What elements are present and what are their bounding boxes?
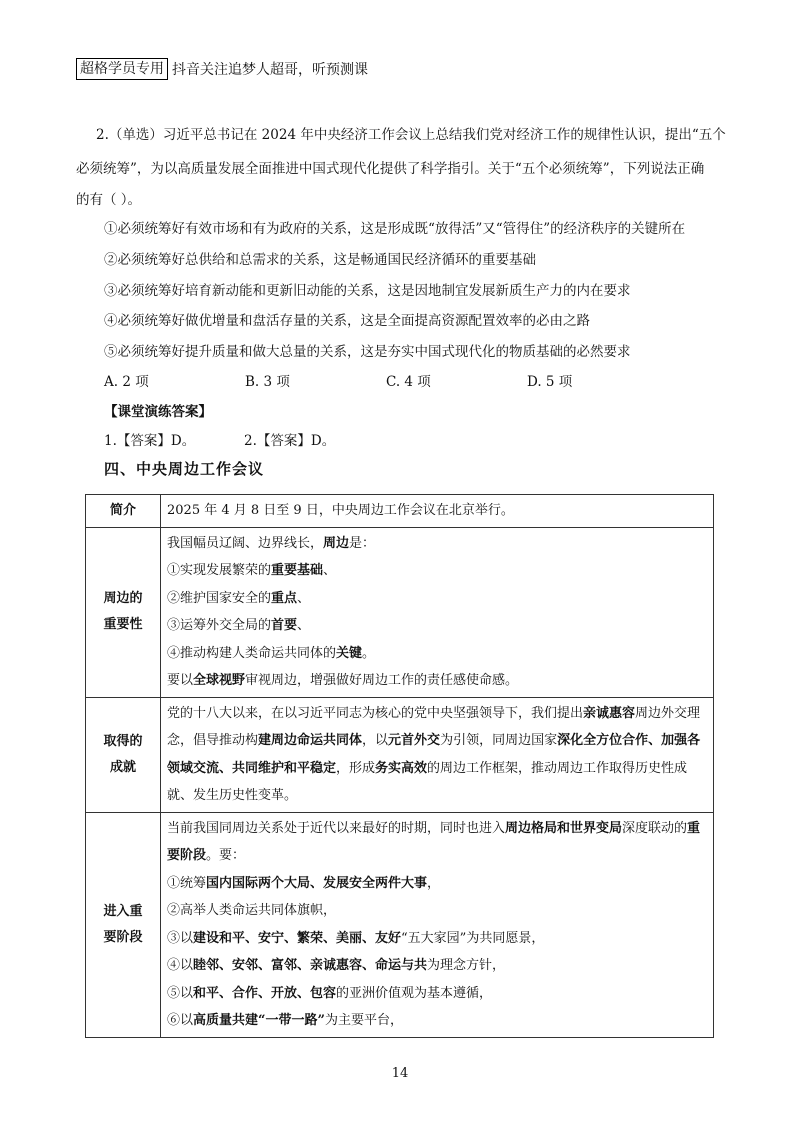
option-d: D. 5 项 (527, 374, 573, 390)
achieve-paragraph: 党的十八大以来，在以习近平同志为核心的党中央坚强领导下，我们提出亲诚惠容周边外交理念，倡导推动构建周边命运共同体，以元首外交为引领，同周边国家深化全方位合作、加强各领域交流、共同维护和平稳定，形成务实高效的周边工作框架，推动周边工作取得历史性成就、发生历史性变革。 (167, 705, 701, 803)
stage-label (86, 812, 161, 1037)
question-line-1: 2.（单选）习近平总书记在 2024 年中央经济工作会议上总结我们党对经济工作的规律性认识，提出“五个 (96, 127, 726, 143)
importance-line-1: 我国幅员辽阔、边界线长，周边是： (167, 535, 376, 551)
importance-label-line-1: 周边的 (103, 591, 143, 606)
achieve-label (86, 697, 161, 812)
statement-1: ①必须统筹好有效市场和有为政府的关系，这是形成既“放得活”又“管得住”的经济秩序的关键所在 (104, 221, 686, 237)
option-c: C. 4 项 (386, 374, 431, 390)
importance-label-line-2: 重要性 (103, 617, 143, 632)
header-badge: 超格学员专用 (76, 58, 168, 80)
answers-title: 【课堂演练答案】 (104, 404, 212, 420)
intro-label: 简介 (86, 495, 161, 528)
table-row (86, 527, 714, 697)
table-row (86, 697, 714, 812)
question-line-2: 必须统筹”，为以高质量发展全面推进中国式现代化提供了科学指引。关于“五个必须统筹”，下列说法正确 (76, 161, 705, 177)
statement-3: ③必须统筹好培育新动能和更新旧动能的关系，这是因地制宜发展新质生产力的内在要求 (104, 283, 631, 299)
header-text: 抖音关注追梦人超哥，听预测课 (172, 62, 368, 78)
table-row (86, 812, 714, 1037)
statement-5: ⑤必须统筹好提升质量和做大总量的关系，这是夯实中国式现代化的物质基础的必然要求 (104, 344, 631, 360)
table-row (86, 495, 714, 528)
stage-line-1: ①统筹国内国际两个大局、发展安全两件大事， (167, 875, 441, 891)
question-line-3: 的有（ ）。 (76, 192, 142, 208)
answer-2: 2.【答案】D。 (244, 433, 336, 449)
importance-label (86, 527, 161, 697)
achieve-content (161, 697, 714, 812)
stage-intro: 当前我国同周边关系处于近代以来最好的时期，同时也进入周边格局和世界变局深度联动的重要阶段。要： (167, 820, 701, 863)
page-number: 14 (391, 1066, 409, 1081)
stage-label-line-2: 要阶段 (103, 929, 143, 945)
answer-1: 1.【答案】D。 (104, 433, 196, 449)
stage-line-3: ③以建设和平、安宁、繁荣、美丽、友好“五大家园”为共同愿景， (167, 930, 545, 946)
intro-line: 2025 年 4 月 8 日至 9 日，中央周边工作会议在北京举行。 (167, 503, 514, 518)
section-title: 四、中央周边工作会议 (104, 460, 265, 478)
importance-line-3: ②维护国家安全的重点、 (167, 590, 311, 606)
achieve-label-line-2: 成就 (109, 759, 136, 775)
intro-text (161, 495, 714, 528)
stage-line-2: ②高举人类命运共同体旗帜， (167, 903, 337, 918)
stage-line-5: ⑤以和平、合作、开放、包容的亚洲价值观为基本遵循， (167, 985, 493, 1001)
statement-2: ②必须统筹好总供给和总需求的关系，这是畅通国民经济循环的重要基础 (104, 252, 536, 268)
stage-content (161, 812, 714, 1037)
info-table (85, 494, 714, 1038)
importance-line-2: ①实现发展繁荣的重要基础、 (167, 563, 337, 578)
importance-content (161, 527, 714, 697)
importance-line-4: ③运筹外交全局的首要、 (167, 618, 311, 633)
statement-4: ④必须统筹好做优增量和盘活存量的关系，这是全面提高资源配置效率的必由之路 (104, 313, 590, 329)
importance-line-5: ④推动构建人类命运共同体的关键。 (167, 645, 376, 661)
importance-line-6: 要以全球视野审视周边，增强做好周边工作的责任感使命感。 (167, 673, 519, 688)
page-header (76, 58, 368, 80)
stage-label-line-1: 进入重 (103, 903, 143, 919)
stage-line-4: ④以睦邻、安邻、富邻、亲诚惠容、命运与共为理念方针， (167, 958, 506, 973)
option-b: B. 3 项 (245, 374, 290, 390)
option-a: A. 2 项 (104, 374, 149, 390)
achieve-label-line-1: 取得的 (103, 733, 143, 749)
stage-line-6: ⑥以高质量共建“一带一路”为主要平台， (167, 1013, 403, 1028)
